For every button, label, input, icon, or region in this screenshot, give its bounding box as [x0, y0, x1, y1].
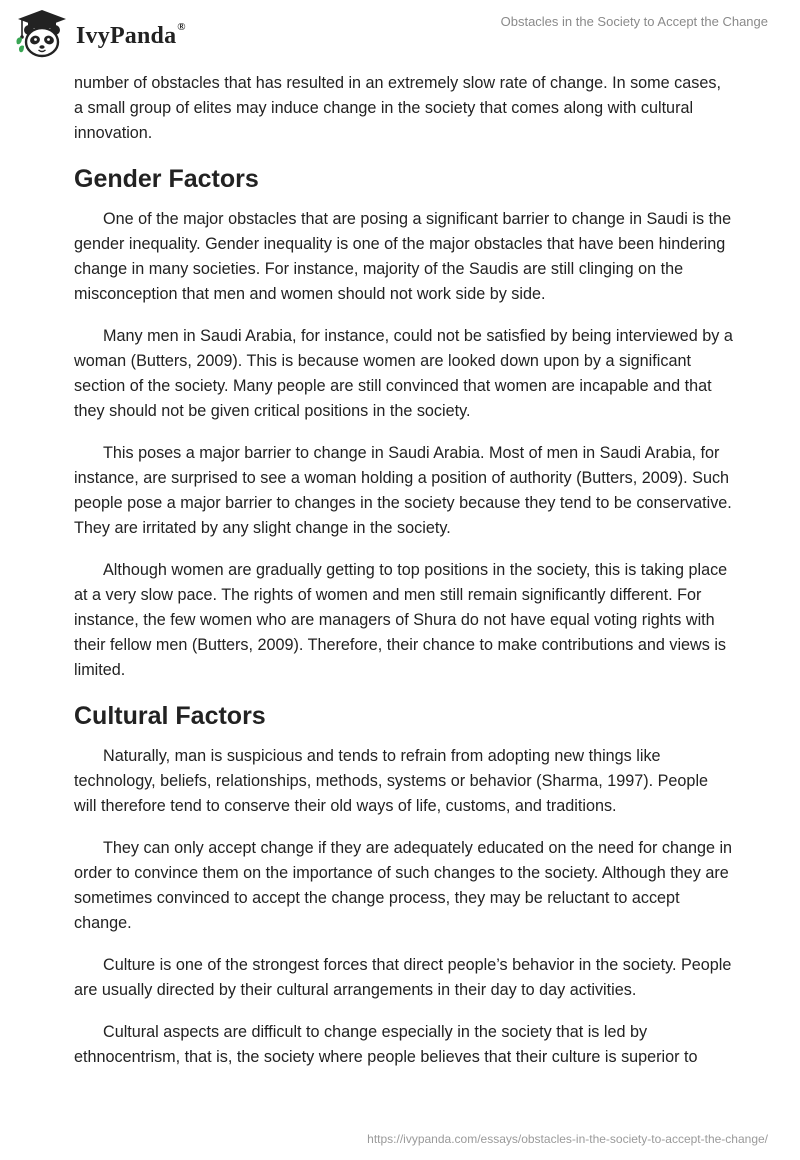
paragraph: This poses a major barrier to change in Saudi Arabia. Most of men in Saudi Arabia, for instance, are surprised to see a woman holding a position of authority (Butters, 2009). Such people pose a major barrier to changes in the society because they tend to be conservative. They are irritated by any slight change in the society. — [74, 444, 732, 537]
paragraph: Although women are gradually getting to top positions in the society, this is taking place at a very slow pace. The rights of women and men still remain significantly different. For instance, the few women who are managers of Shura do not have equal voting rights with their fellow men (Butters, 2009). Therefore, their chance to make contributions and views is limited. — [74, 561, 728, 679]
source-url[interactable]: https://ivypanda.com/essays/obstacles-in-the-society-to-accept-the-change/ — [367, 1132, 768, 1146]
paragraph: They can only accept change if they are adequately educated on the need for change in order to convince them on the importance of such changes to the society. Although they are sometimes convinced to accept the change process, they may be reluctant to accept change. — [74, 839, 733, 932]
ivypanda-logo[interactable] — [14, 8, 186, 60]
brand-name: IvyPanda® — [76, 20, 186, 49]
section-heading-cultural-factors: Cultural Factors — [74, 702, 266, 730]
panda-graduation-cap-icon — [14, 8, 70, 60]
paragraph: Cultural aspects are difficult to change especially in the society that is led by ethnocentrism, that is, the society where people believes that their culture is superior to — [74, 1023, 698, 1066]
paragraph: One of the major obstacles that are posing a significant barrier to change in Saudi is the gender inequality. Gender inequality is one of the major obstacles that have been hindering change in many societies. For instance, majority of the Saudis are still clinging on the misconception that men and women should not work side by side. — [74, 210, 732, 303]
essay-content — [74, 71, 734, 1087]
paragraph: Culture is one of the strongest forces that direct people’s behavior in the society. People are usually directed by their cultural arrangements in their day to day activities. — [74, 956, 732, 999]
paragraph: Many men in Saudi Arabia, for instance, could not be satisfied by being interviewed by a woman (Butters, 2009). This is because women are looked down upon by a significant section of the society. Many people are still convinced that women are incapable and that they should not be given critical positions in the society. — [74, 327, 733, 420]
intro-paragraph: number of obstacles that has resulted in an extremely slow rate of change. In some cases, a small group of elites may induce change in the society that comes along with cultural innovation. — [74, 74, 721, 142]
paragraph: Naturally, man is suspicious and tends to refrain from adopting new things like technology, beliefs, relationships, methods, systems or behavior (Sharma, 1997). People will therefore tend to conserve their old ways of life, customs, and traditions. — [74, 747, 709, 815]
section-heading-gender-factors: Gender Factors — [74, 165, 259, 193]
document-title: Obstacles in the Society to Accept the Change — [500, 14, 768, 29]
page-header — [0, 0, 800, 64]
